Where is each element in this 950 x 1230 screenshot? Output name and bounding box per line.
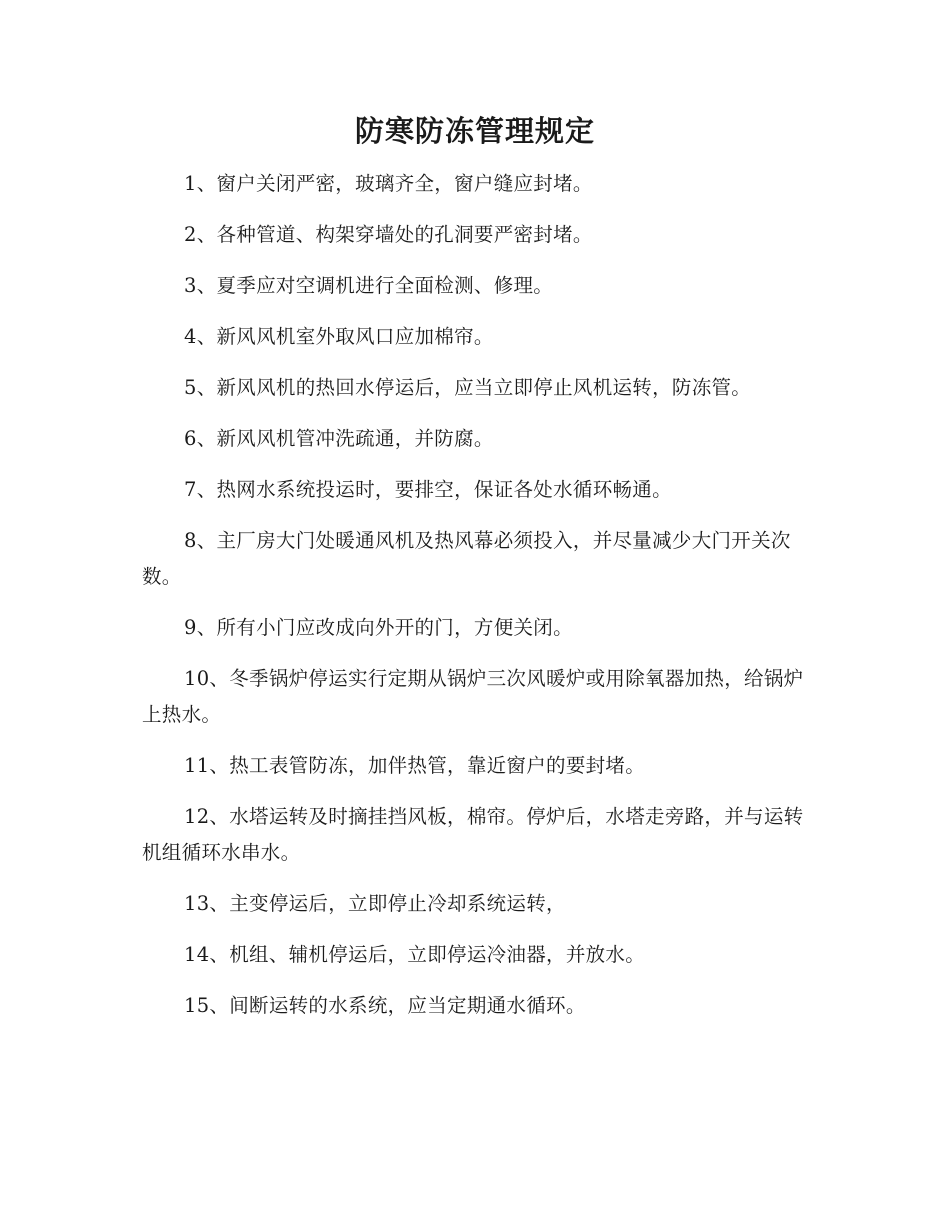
rule-item-8: 8、主厂房大门处暖通风机及热风幕必须投入，并尽量减少大门开关次数。 — [142, 529, 791, 588]
rule-item-7: 7、热网水系统投运时，要排空，保证各处水循环畅通。 — [184, 478, 672, 501]
rule-item-10: 10、冬季锅炉停运实行定期从锅炉三次风暖炉或用除氧器加热，给锅炉上热水。 — [142, 667, 804, 726]
rule-item-6: 6、新风风机管冲洗疏通，并防腐。 — [184, 427, 494, 450]
rule-item-5: 5、新风风机的热回水停运后，应当立即停止风机运转，防冻管。 — [184, 376, 752, 399]
rule-item-13: 13、主变停运后，立即停止冷却系统运转， — [184, 892, 566, 915]
rule-item-2: 2、各种管道、构架穿墙处的孔洞要严密封堵。 — [184, 223, 593, 246]
rule-item-11: 11、热工表管防冻，加伴热管，靠近窗户的要封堵。 — [184, 754, 646, 777]
rule-item-1: 1、窗户关闭严密，玻璃齐全，窗户缝应封堵。 — [184, 172, 593, 195]
rule-item-12: 12、水塔运转及时摘挂挡风板，棉帘。停炉后，水塔走旁路，并与运转机组循环水串水。 — [142, 805, 804, 864]
rule-item-9: 9、所有小门应改成向外开的门，方便关闭。 — [184, 616, 573, 639]
rule-item-14: 14、机组、辅机停运后，立即停运冷油器，并放水。 — [184, 943, 646, 966]
rule-item-4: 4、新风风机室外取风口应加棉帘。 — [184, 325, 494, 348]
rule-item-15: 15、间断运转的水系统，应当定期通水循环。 — [184, 994, 586, 1017]
rule-list — [142, 166, 810, 1039]
rule-item-3: 3、夏季应对空调机进行全面检测、修理。 — [184, 274, 554, 297]
document-title: 防寒防冻管理规定 — [354, 114, 595, 148]
